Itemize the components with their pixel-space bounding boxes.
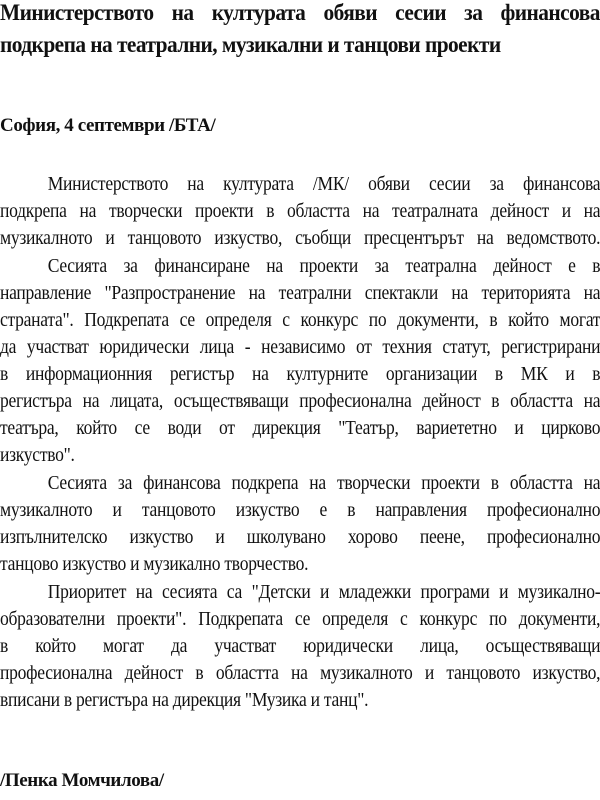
paragraph-line: в който могат да участват юридически лица, осъществяващи [0, 636, 600, 657]
paragraph-line: регистъра на лицата, осъществяващи професионална дейност в областта на [0, 391, 600, 412]
paragraph-line: Приоритет на сесията са "Детски и младежки програми и музикално- [47, 582, 600, 603]
paragraph-line: образователни проекти". Подкрепата се определя с конкурс по документи, [0, 609, 600, 630]
paragraph-line: Сесията за финансиране на проекти за театрална дейност е в [47, 256, 600, 277]
article-dateline: София, 4 септември /БТА/ [0, 115, 216, 136]
paragraph-line: изкуство". [0, 445, 75, 466]
paragraph-line: направление "Разпространение на театрални спектакли на територията на [0, 283, 600, 304]
paragraph-line: Сесията за финансова подкрепа на творчески проекти в областта на [47, 473, 600, 494]
article-title-line-2: подкрепа на театрални, музикални и танцови проекти [0, 32, 501, 57]
paragraph-line: подкрепа на творчески проекти в областта на театралната дейност и на [0, 201, 600, 222]
paragraph-line: музикалното и танцовото изкуство е в направления професионално [0, 500, 600, 521]
paragraph-line: Министерството на културата /МК/ обяви сесии за финансова [47, 174, 600, 195]
article-signature: /Пенка Момчилова/ [0, 770, 164, 791]
paragraph-line: да участват юридически лица - независимо от техния статут, регистрирани [0, 337, 600, 358]
paragraph-line: танцово изкуство и музикално творчество. [0, 554, 309, 575]
paragraph-line: в информационния регистър на културните организации в МК и в [0, 364, 600, 385]
article-title-line-1: Министерството на културата обяви сесии за финансова [0, 0, 600, 25]
paragraph-line: професионална дейност в областта на музикалното и танцовото изкуство, [0, 663, 600, 684]
paragraph-line: музикалното и танцовото изкуство, съобщи пресцентърът на ведомството. [0, 228, 600, 249]
paragraph-line: страната". Подкрепата се определя с конкурс по документи, в който могат [0, 310, 600, 331]
paragraph-line: вписани в регистъра на дирекция "Музика и танц". [0, 690, 369, 711]
paragraph-line: изпълнителско изкуство и школувано хорово пеене, професионално [0, 527, 600, 548]
paragraph-line: театъра, който се води от дирекция "Театър, вариететно и цирково [0, 418, 600, 439]
